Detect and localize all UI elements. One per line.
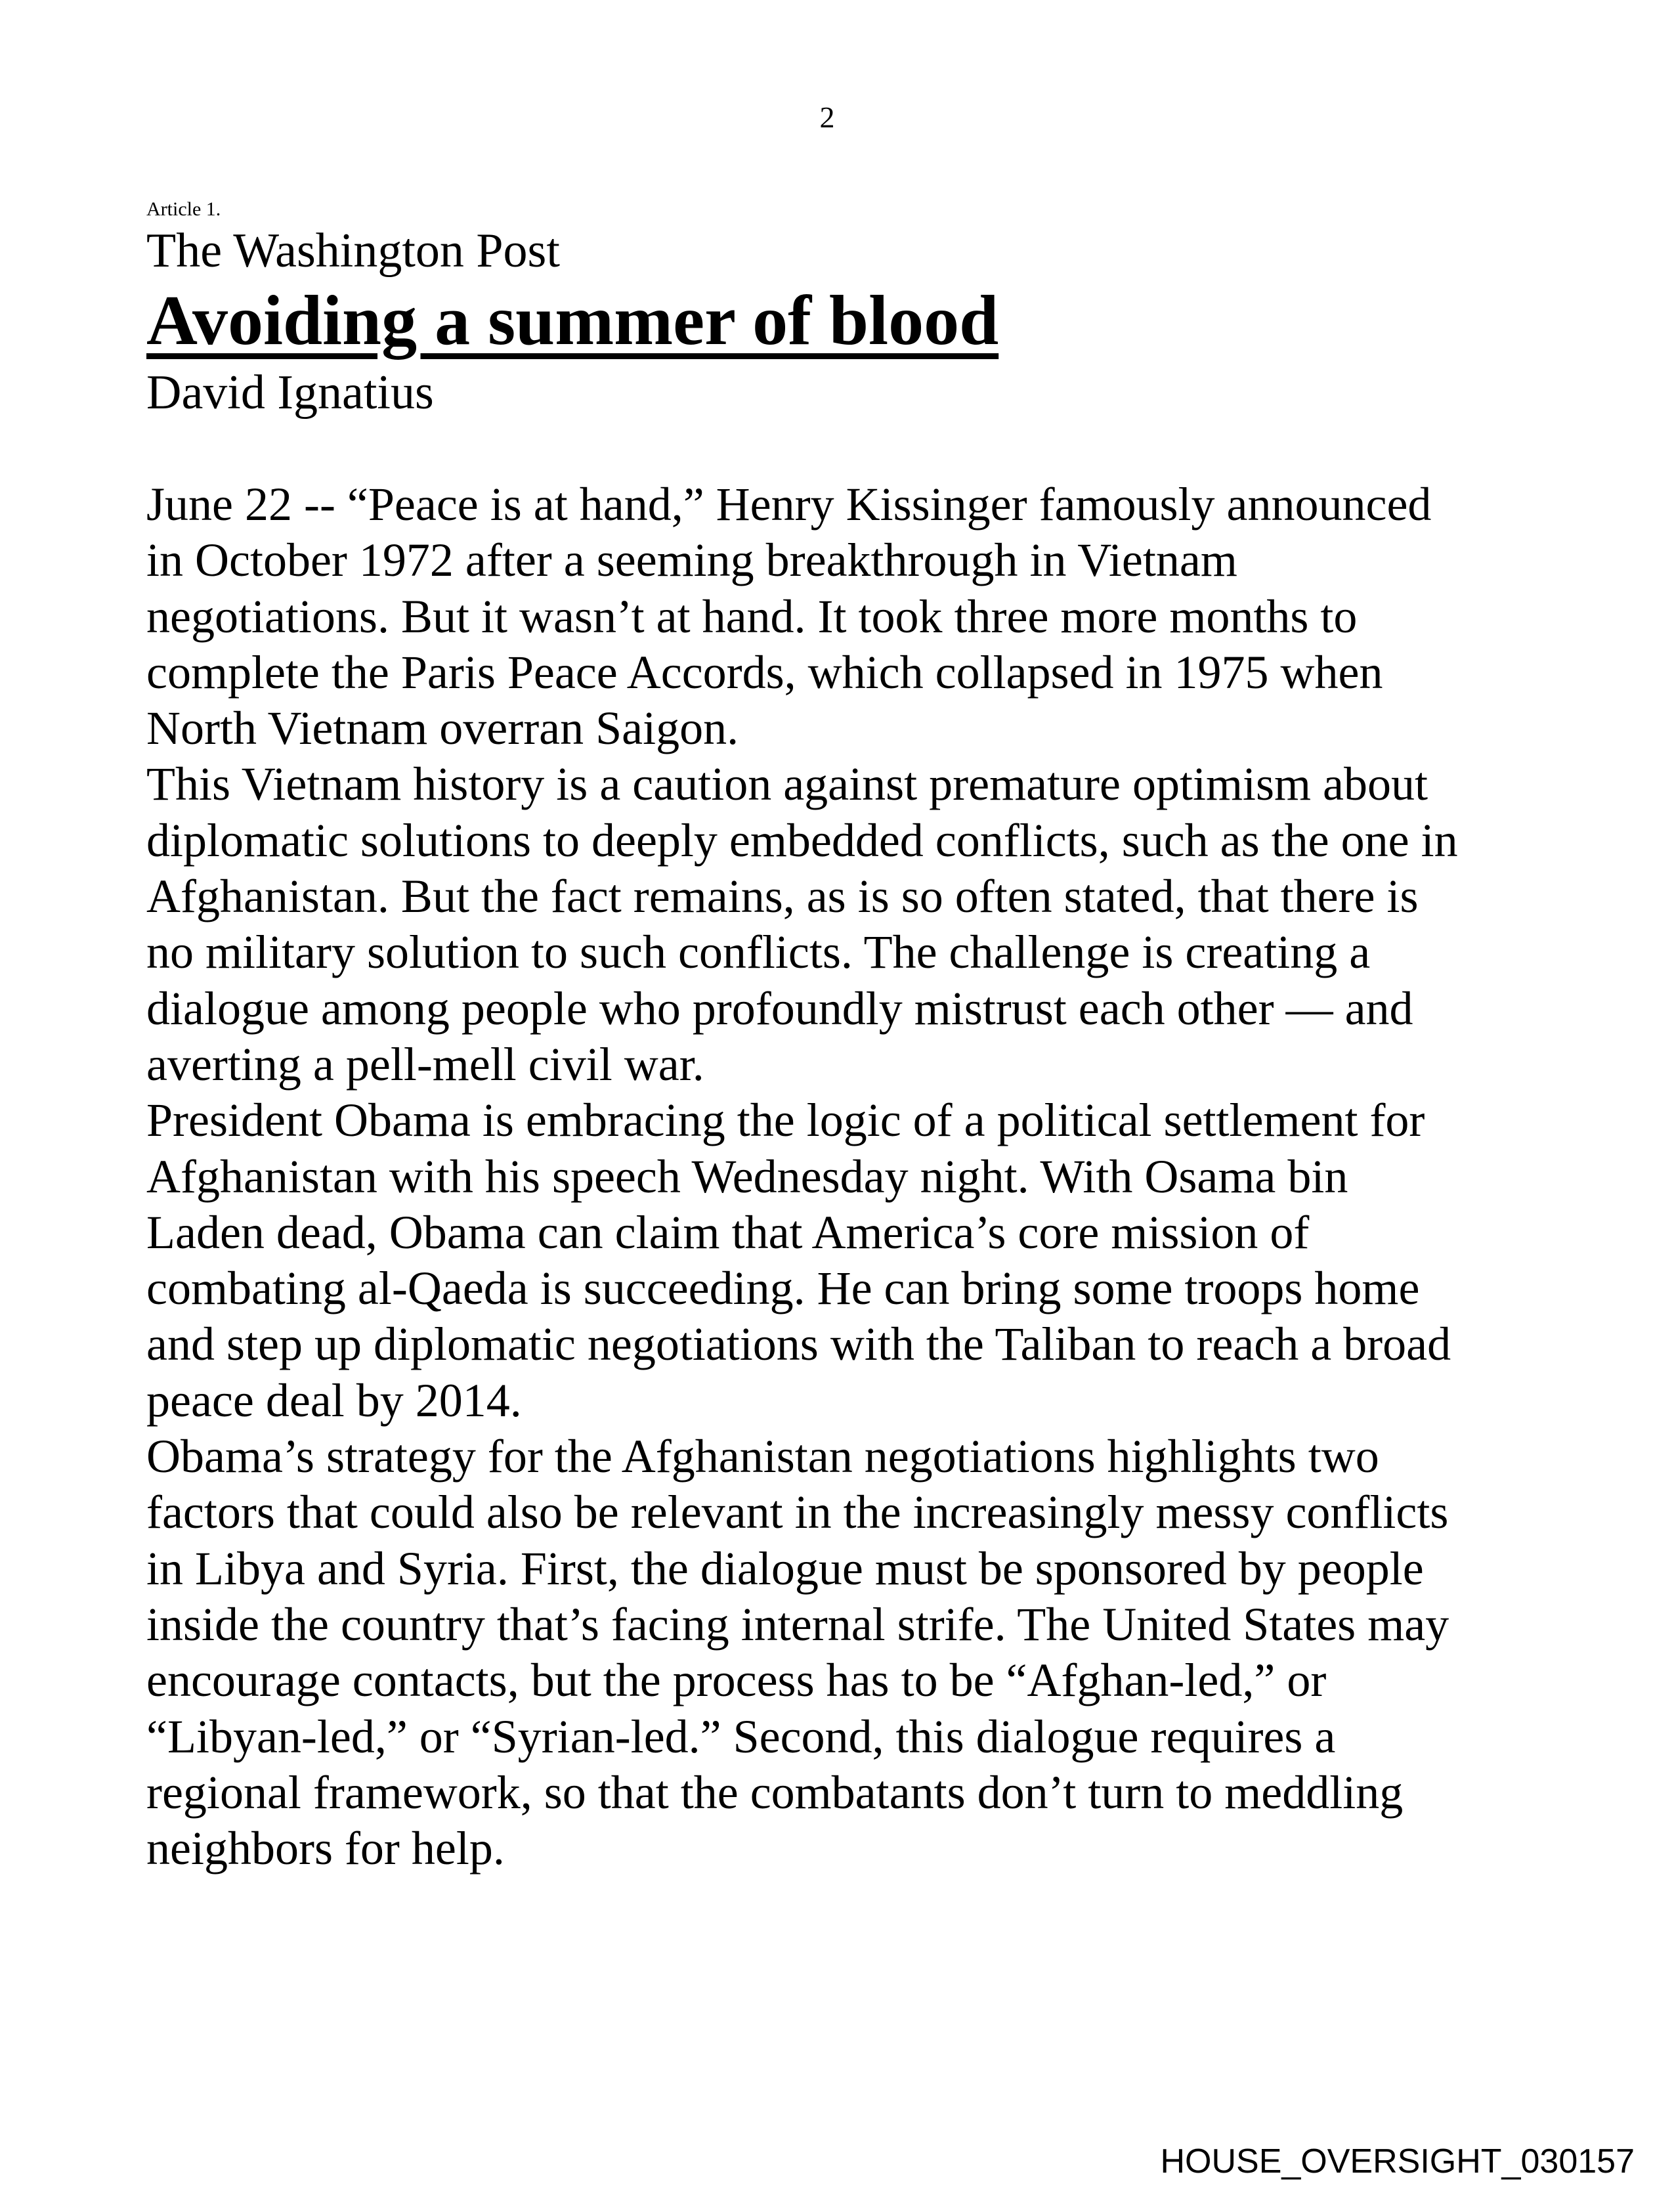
- body-text-line: no military solution to such conflicts. The challenge is creating a: [146, 926, 1371, 979]
- body-text-line: Laden dead, Obama can claim that America’s core mission of: [146, 1205, 1310, 1259]
- body-text-line: complete the Paris Peace Accords, which collapsed in 1975 when: [146, 645, 1383, 699]
- body-text-line: North Vietnam overran Saigon.: [146, 702, 739, 755]
- body-text-line: dialogue among people who profoundly mistrust each other — and: [146, 982, 1413, 1035]
- article-body: [146, 477, 1458, 1876]
- document-id-footer: HOUSE_OVERSIGHT_030157: [1160, 2142, 1635, 2180]
- body-text-line: inside the country that’s facing internal strife. The United States may: [146, 1597, 1449, 1651]
- author-byline: David Ignatius: [146, 366, 434, 420]
- body-text-line: combating al-Qaeda is succeeding. He can bring some troops home: [146, 1262, 1420, 1315]
- body-text-line: This Vietnam history is a caution against premature optimism about: [146, 758, 1428, 811]
- headline: Avoiding a summer of blood: [146, 282, 999, 360]
- body-text-line: in October 1972 after a seeming breakthrough in Vietnam: [146, 534, 1237, 587]
- body-text-line: June 22 -- “Peace is at hand,” Henry Kissinger famously announced: [146, 478, 1432, 531]
- body-text-line: in Libya and Syria. First, the dialogue must be sponsored by people: [146, 1542, 1424, 1595]
- body-text-line: averting a pell-mell civil war.: [146, 1037, 704, 1091]
- page-number: 2: [819, 100, 835, 134]
- body-text-line: negotiations. But it wasn’t at hand. It took three more months to: [146, 590, 1358, 643]
- article-label: Article 1.: [146, 198, 221, 220]
- body-text-line: Afghanistan with his speech Wednesday night. With Osama bin: [146, 1150, 1348, 1203]
- body-text-line: and step up diplomatic negotiations with the Taliban to reach a broad: [146, 1318, 1451, 1371]
- body-text-line: “Libyan-led,” or “Syrian-led.” Second, this dialogue requires a: [146, 1710, 1336, 1763]
- body-text-line: neighbors for help.: [146, 1822, 505, 1875]
- body-text-line: encourage contacts, but the process has to be “Afghan-led,” or: [146, 1654, 1327, 1707]
- body-text-line: regional framework, so that the combatants don’t turn to meddling: [146, 1766, 1404, 1819]
- body-text-line: diplomatic solutions to deeply embedded conflicts, such as the one in: [146, 813, 1458, 867]
- body-text-line: Afghanistan. But the fact remains, as is so often stated, that there is: [146, 870, 1419, 923]
- body-text-line: Obama’s strategy for the Afghanistan negotiations highlights two: [146, 1430, 1379, 1483]
- body-text-line: factors that could also be relevant in the increasingly messy conflicts: [146, 1486, 1449, 1539]
- body-text-line: President Obama is embracing the logic of a political settlement for: [146, 1094, 1425, 1147]
- body-text-line: peace deal by 2014.: [146, 1374, 522, 1427]
- publication-name: The Washington Post: [146, 224, 560, 278]
